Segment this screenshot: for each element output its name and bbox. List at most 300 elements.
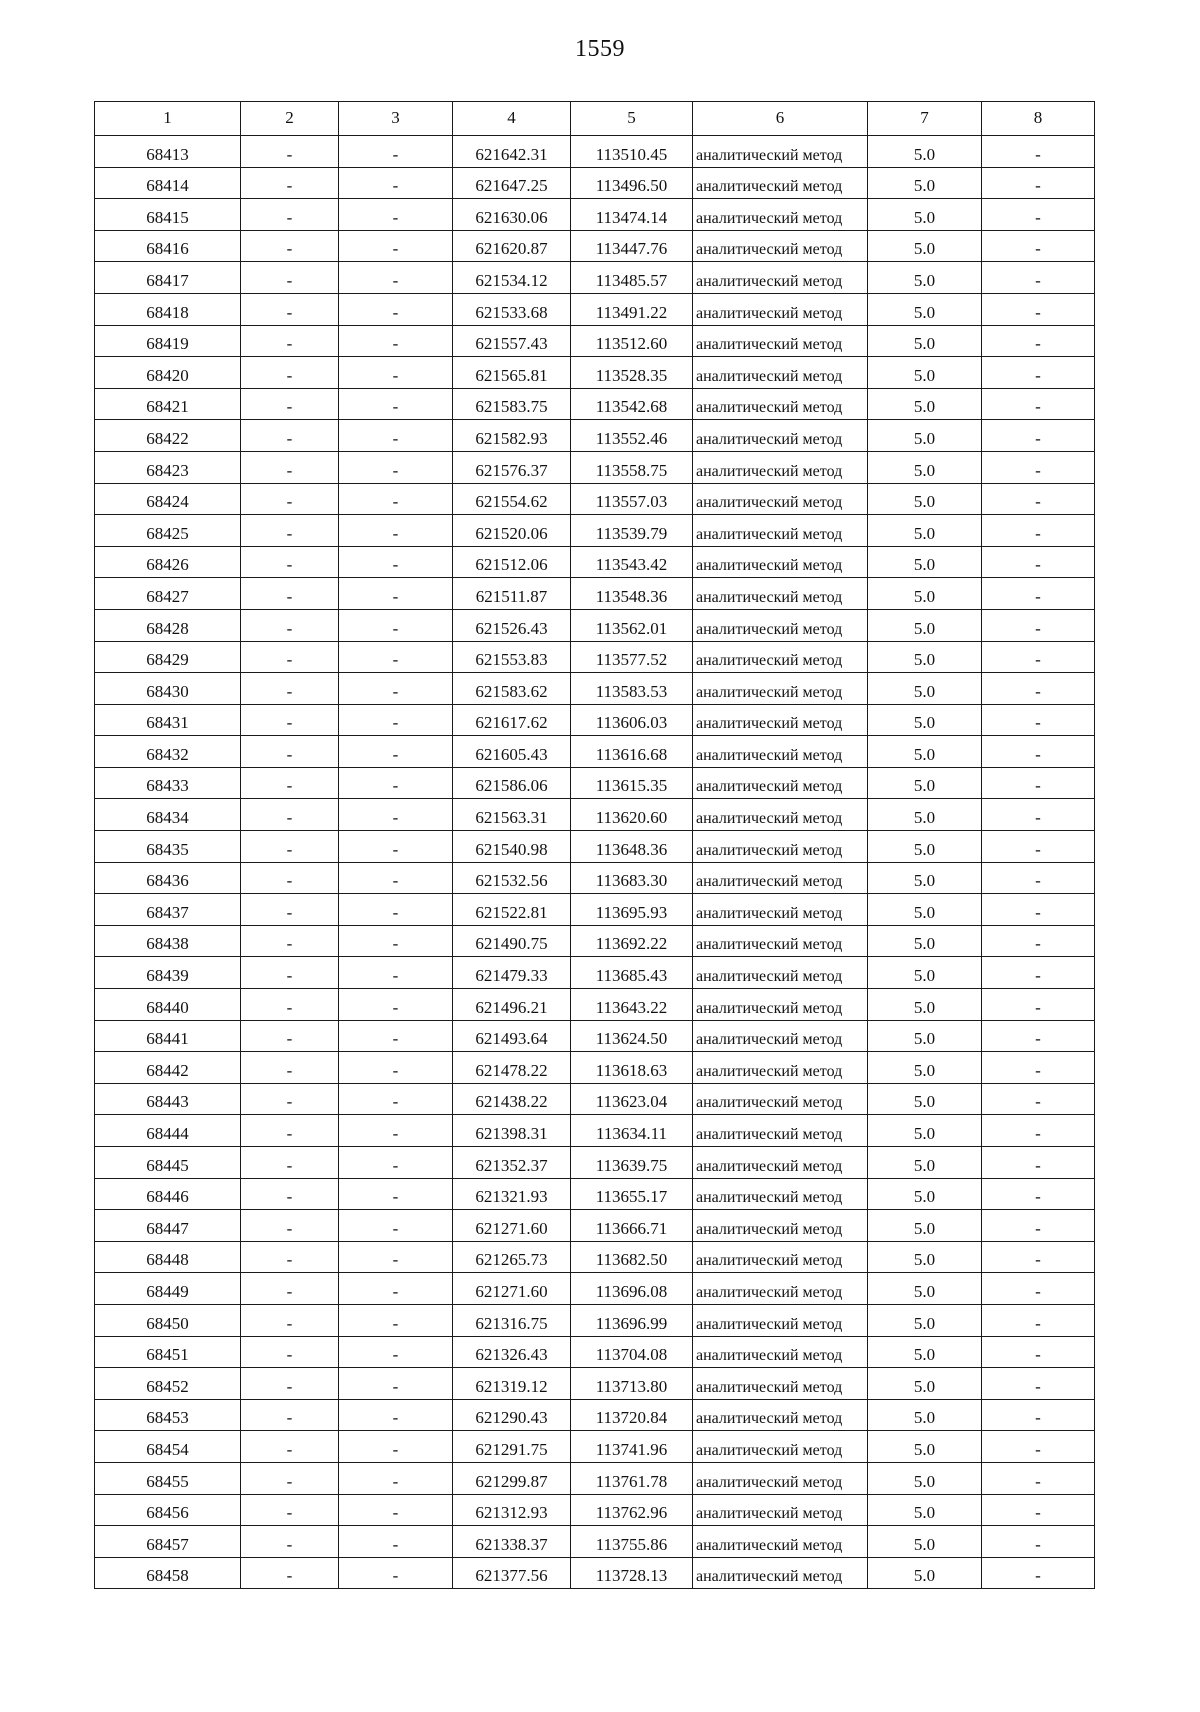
accuracy-value: 5.0 [868,230,982,262]
coordinate-y: 113558.75 [571,451,693,483]
coordinate-x: 621520.06 [453,515,571,547]
coordinate-x: 621512.06 [453,546,571,578]
table-row [95,736,1095,768]
column-2-value: - [241,1241,339,1273]
table-row [95,578,1095,610]
column-2-value: - [241,894,339,926]
column-8-value: - [982,546,1095,578]
coordinate-x: 621565.81 [453,357,571,389]
coordinate-x: 621321.93 [453,1178,571,1210]
column-3-value: - [339,578,453,610]
column-8-value: - [982,1210,1095,1242]
table-row [95,1178,1095,1210]
coordinate-y: 113557.03 [571,483,693,515]
coordinate-x: 621540.98 [453,831,571,863]
table-body [95,136,1095,1589]
column-3-value: - [339,894,453,926]
point-number: 68432 [95,736,241,768]
coordinate-y: 113577.52 [571,641,693,673]
column-2-value: - [241,609,339,641]
table-row [95,1526,1095,1558]
table-row [95,894,1095,926]
column-2-value: - [241,388,339,420]
coordinate-y: 113634.11 [571,1115,693,1147]
point-number: 68417 [95,262,241,294]
column-2-value: - [241,293,339,325]
coordinate-x: 621265.73 [453,1241,571,1273]
column-2-value: - [241,167,339,199]
accuracy-value: 5.0 [868,325,982,357]
coordinate-y: 113643.22 [571,989,693,1021]
column-2-value: - [241,862,339,894]
point-number: 68444 [95,1115,241,1147]
point-number: 68437 [95,894,241,926]
column-2-value: - [241,1115,339,1147]
coordinate-x: 621291.75 [453,1431,571,1463]
method-cell: аналитический метод [693,1147,868,1179]
coordinate-x: 621316.75 [453,1304,571,1336]
method-cell: аналитический метод [693,578,868,610]
coordinate-x: 621557.43 [453,325,571,357]
column-3-value: - [339,989,453,1021]
accuracy-value: 5.0 [868,673,982,705]
column-3-value: - [339,831,453,863]
column-8-value: - [982,1115,1095,1147]
column-8-value: - [982,1462,1095,1494]
coordinate-x: 621576.37 [453,451,571,483]
coordinate-x: 621271.60 [453,1210,571,1242]
point-number: 68430 [95,673,241,705]
coordinate-x: 621553.83 [453,641,571,673]
column-2-value: - [241,1368,339,1400]
table-row [95,1147,1095,1179]
column-8-value: - [982,673,1095,705]
column-header: 7 [868,102,982,136]
column-3-value: - [339,704,453,736]
table-row [95,1052,1095,1084]
method-cell: аналитический метод [693,1368,868,1400]
column-8-value: - [982,925,1095,957]
coordinate-y: 113639.75 [571,1147,693,1179]
method-cell: аналитический метод [693,167,868,199]
point-number: 68435 [95,831,241,863]
coordinate-y: 113720.84 [571,1399,693,1431]
coordinate-y: 113728.13 [571,1557,693,1589]
table-row [95,641,1095,673]
column-3-value: - [339,1462,453,1494]
accuracy-value: 5.0 [868,262,982,294]
method-cell: аналитический метод [693,736,868,768]
coordinate-y: 113620.60 [571,799,693,831]
point-number: 68431 [95,704,241,736]
table-row [95,989,1095,1021]
column-3-value: - [339,515,453,547]
table-row [95,1210,1095,1242]
column-8-value: - [982,767,1095,799]
accuracy-value: 5.0 [868,799,982,831]
accuracy-value: 5.0 [868,1147,982,1179]
method-cell: аналитический метод [693,420,868,452]
column-8-value: - [982,199,1095,231]
column-3-value: - [339,957,453,989]
column-2-value: - [241,420,339,452]
column-8-value: - [982,1526,1095,1558]
coordinate-y: 113696.08 [571,1273,693,1305]
column-8-value: - [982,831,1095,863]
coordinate-x: 621586.06 [453,767,571,799]
column-8-value: - [982,1052,1095,1084]
method-cell: аналитический метод [693,1494,868,1526]
coordinate-x: 621478.22 [453,1052,571,1084]
page-number: 1559 [575,36,625,62]
column-2-value: - [241,578,339,610]
column-2-value: - [241,1147,339,1179]
column-2-value: - [241,673,339,705]
coordinate-y: 113548.36 [571,578,693,610]
point-number: 68451 [95,1336,241,1368]
method-cell: аналитический метод [693,862,868,894]
coordinate-y: 113623.04 [571,1083,693,1115]
accuracy-value: 5.0 [868,704,982,736]
accuracy-value: 5.0 [868,1399,982,1431]
coordinate-y: 113762.96 [571,1494,693,1526]
column-2-value: - [241,1399,339,1431]
column-8-value: - [982,262,1095,294]
column-8-value: - [982,1273,1095,1305]
method-cell: аналитический метод [693,989,868,1021]
column-3-value: - [339,1147,453,1179]
column-2-value: - [241,1273,339,1305]
column-8-value: - [982,641,1095,673]
method-cell: аналитический метод [693,1431,868,1463]
table-row [95,1368,1095,1400]
point-number: 68442 [95,1052,241,1084]
column-2-value: - [241,989,339,1021]
column-header: 6 [693,102,868,136]
method-cell: аналитический метод [693,767,868,799]
coordinate-y: 113542.68 [571,388,693,420]
accuracy-value: 5.0 [868,136,982,168]
table-row [95,546,1095,578]
table-row [95,673,1095,705]
accuracy-value: 5.0 [868,293,982,325]
coordinate-x: 621583.62 [453,673,571,705]
coordinate-x: 621534.12 [453,262,571,294]
column-3-value: - [339,167,453,199]
column-3-value: - [339,1368,453,1400]
accuracy-value: 5.0 [868,546,982,578]
column-2-value: - [241,957,339,989]
table-row [95,451,1095,483]
column-8-value: - [982,1147,1095,1179]
column-8-value: - [982,515,1095,547]
column-8-value: - [982,1557,1095,1589]
coordinate-x: 621532.56 [453,862,571,894]
coordinate-x: 621647.25 [453,167,571,199]
column-3-value: - [339,1115,453,1147]
column-2-value: - [241,1083,339,1115]
accuracy-value: 5.0 [868,1462,982,1494]
table-row [95,136,1095,168]
point-number: 68457 [95,1526,241,1558]
method-cell: аналитический метод [693,515,868,547]
column-3-value: - [339,230,453,262]
point-number: 68445 [95,1147,241,1179]
coordinate-x: 621582.93 [453,420,571,452]
coordinate-x: 621526.43 [453,609,571,641]
coordinate-x: 621326.43 [453,1336,571,1368]
coordinate-y: 113539.79 [571,515,693,547]
column-8-value: - [982,1178,1095,1210]
column-header: 4 [453,102,571,136]
table-row [95,1462,1095,1494]
column-3-value: - [339,673,453,705]
table-row [95,420,1095,452]
point-number: 68420 [95,357,241,389]
method-cell: аналитический метод [693,293,868,325]
accuracy-value: 5.0 [868,578,982,610]
table-row [95,1115,1095,1147]
column-3-value: - [339,451,453,483]
point-number: 68453 [95,1399,241,1431]
point-number: 68454 [95,1431,241,1463]
point-number: 68425 [95,515,241,547]
accuracy-value: 5.0 [868,641,982,673]
column-8-value: - [982,388,1095,420]
table-row [95,831,1095,863]
table-row [95,925,1095,957]
coordinate-y: 113474.14 [571,199,693,231]
column-8-value: - [982,325,1095,357]
coordinate-x: 621511.87 [453,578,571,610]
point-number: 68429 [95,641,241,673]
coordinate-y: 113741.96 [571,1431,693,1463]
column-8-value: - [982,293,1095,325]
coordinate-x: 621479.33 [453,957,571,989]
column-3-value: - [339,546,453,578]
accuracy-value: 5.0 [868,925,982,957]
column-3-value: - [339,1241,453,1273]
accuracy-value: 5.0 [868,1052,982,1084]
accuracy-value: 5.0 [868,515,982,547]
table-row [95,388,1095,420]
column-3-value: - [339,1304,453,1336]
column-8-value: - [982,451,1095,483]
column-3-value: - [339,1336,453,1368]
point-number: 68426 [95,546,241,578]
coordinate-x: 621271.60 [453,1273,571,1305]
column-3-value: - [339,1557,453,1589]
column-3-value: - [339,1273,453,1305]
table-row [95,1241,1095,1273]
column-3-value: - [339,262,453,294]
column-2-value: - [241,325,339,357]
coordinate-x: 621352.37 [453,1147,571,1179]
column-2-value: - [241,799,339,831]
column-3-value: - [339,325,453,357]
column-8-value: - [982,862,1095,894]
point-number: 68436 [95,862,241,894]
column-2-value: - [241,451,339,483]
method-cell: аналитический метод [693,799,868,831]
coordinate-x: 621338.37 [453,1526,571,1558]
table-row [95,862,1095,894]
method-cell: аналитический метод [693,1273,868,1305]
point-number: 68415 [95,199,241,231]
method-cell: аналитический метод [693,1526,868,1558]
coordinate-y: 113606.03 [571,704,693,736]
coordinate-x: 621438.22 [453,1083,571,1115]
coordinate-x: 621319.12 [453,1368,571,1400]
column-2-value: - [241,767,339,799]
column-2-value: - [241,1526,339,1558]
point-number: 68418 [95,293,241,325]
coordinate-x: 621377.56 [453,1557,571,1589]
table-row [95,515,1095,547]
point-number: 68424 [95,483,241,515]
column-3-value: - [339,357,453,389]
coordinate-y: 113583.53 [571,673,693,705]
column-2-value: - [241,199,339,231]
accuracy-value: 5.0 [868,1178,982,1210]
point-number: 68421 [95,388,241,420]
column-8-value: - [982,230,1095,262]
column-8-value: - [982,167,1095,199]
table-row [95,293,1095,325]
column-3-value: - [339,1178,453,1210]
point-number: 68443 [95,1083,241,1115]
coordinate-y: 113666.71 [571,1210,693,1242]
accuracy-value: 5.0 [868,894,982,926]
column-header: 3 [339,102,453,136]
method-cell: аналитический метод [693,1462,868,1494]
point-number: 68441 [95,1020,241,1052]
accuracy-value: 5.0 [868,1083,982,1115]
column-3-value: - [339,641,453,673]
coordinate-y: 113615.35 [571,767,693,799]
column-2-value: - [241,1020,339,1052]
method-cell: аналитический метод [693,673,868,705]
coordinate-y: 113528.35 [571,357,693,389]
column-8-value: - [982,1304,1095,1336]
point-number: 68447 [95,1210,241,1242]
column-2-value: - [241,736,339,768]
method-cell: аналитический метод [693,546,868,578]
accuracy-value: 5.0 [868,1273,982,1305]
method-cell: аналитический метод [693,1399,868,1431]
column-2-value: - [241,1210,339,1242]
table-row [95,357,1095,389]
coordinate-y: 113696.99 [571,1304,693,1336]
column-2-value: - [241,1336,339,1368]
method-cell: аналитический метод [693,704,868,736]
column-8-value: - [982,1083,1095,1115]
table-row [95,1399,1095,1431]
coordinate-y: 113510.45 [571,136,693,168]
column-8-value: - [982,357,1095,389]
method-cell: аналитический метод [693,831,868,863]
accuracy-value: 5.0 [868,483,982,515]
column-3-value: - [339,199,453,231]
table-row [95,1020,1095,1052]
coordinate-y: 113683.30 [571,862,693,894]
method-cell: аналитический метод [693,388,868,420]
accuracy-value: 5.0 [868,736,982,768]
point-number: 68413 [95,136,241,168]
column-2-value: - [241,1431,339,1463]
accuracy-value: 5.0 [868,388,982,420]
method-cell: аналитический метод [693,262,868,294]
point-number: 68438 [95,925,241,957]
table-row [95,1304,1095,1336]
accuracy-value: 5.0 [868,1368,982,1400]
accuracy-value: 5.0 [868,451,982,483]
accuracy-value: 5.0 [868,862,982,894]
point-number: 68455 [95,1462,241,1494]
accuracy-value: 5.0 [868,989,982,1021]
coordinate-y: 113713.80 [571,1368,693,1400]
method-cell: аналитический метод [693,230,868,262]
column-2-value: - [241,1462,339,1494]
coordinate-y: 113543.42 [571,546,693,578]
coordinate-y: 113491.22 [571,293,693,325]
coordinate-x: 621493.64 [453,1020,571,1052]
column-8-value: - [982,989,1095,1021]
column-8-value: - [982,1336,1095,1368]
coordinate-y: 113485.57 [571,262,693,294]
method-cell: аналитический метод [693,925,868,957]
coordinate-y: 113624.50 [571,1020,693,1052]
table-row [95,325,1095,357]
coordinate-y: 113616.68 [571,736,693,768]
method-cell: аналитический метод [693,957,868,989]
coordinate-y: 113512.60 [571,325,693,357]
point-number: 68419 [95,325,241,357]
table-row [95,1557,1095,1589]
coordinates-table [94,101,1095,1589]
column-2-value: - [241,136,339,168]
table-row [95,1431,1095,1463]
column-8-value: - [982,1241,1095,1273]
column-2-value: - [241,546,339,578]
coordinate-x: 621290.43 [453,1399,571,1431]
method-cell: аналитический метод [693,1020,868,1052]
method-cell: аналитический метод [693,609,868,641]
accuracy-value: 5.0 [868,420,982,452]
column-3-value: - [339,388,453,420]
table-row [95,167,1095,199]
accuracy-value: 5.0 [868,1557,982,1589]
column-8-value: - [982,1399,1095,1431]
coordinate-y: 113695.93 [571,894,693,926]
column-3-value: - [339,136,453,168]
point-number: 68448 [95,1241,241,1273]
column-2-value: - [241,1052,339,1084]
point-number: 68427 [95,578,241,610]
coordinate-y: 113648.36 [571,831,693,863]
point-number: 68456 [95,1494,241,1526]
point-number: 68449 [95,1273,241,1305]
table-row [95,957,1095,989]
accuracy-value: 5.0 [868,767,982,799]
column-8-value: - [982,578,1095,610]
column-3-value: - [339,736,453,768]
table-row [95,1336,1095,1368]
coordinate-y: 113447.76 [571,230,693,262]
column-header: 1 [95,102,241,136]
coordinate-y: 113552.46 [571,420,693,452]
column-8-value: - [982,1368,1095,1400]
